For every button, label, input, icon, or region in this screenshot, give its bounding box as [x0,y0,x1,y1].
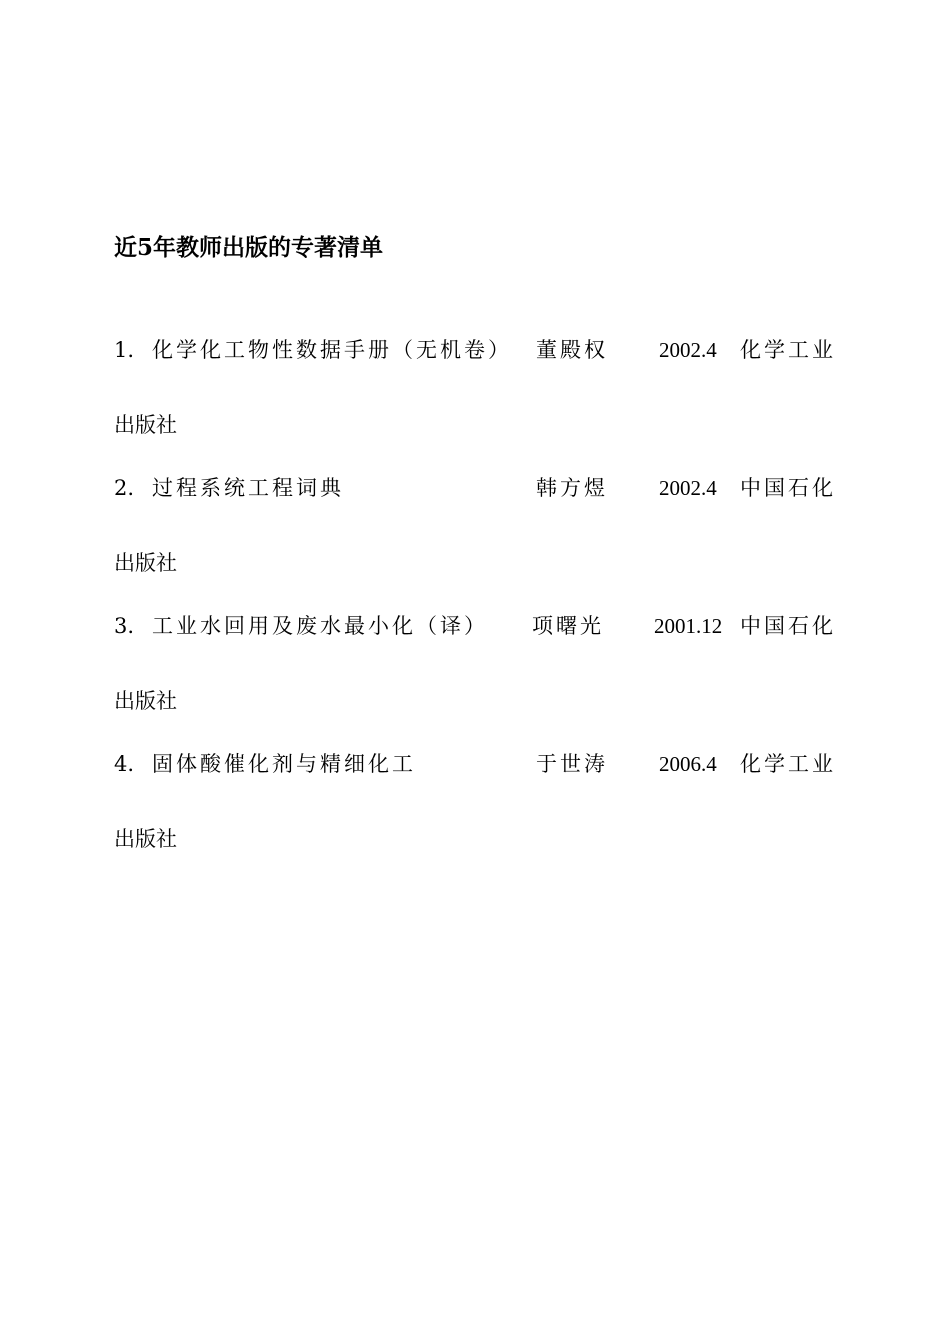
book-title: 化学化工物性数据手册（无机卷） [152,338,512,362]
entry-number: 1. [114,338,135,362]
list-item [114,334,836,366]
publication-date: 2001.12 [654,614,723,638]
book-author: 董殿权 [536,338,608,362]
publisher-end: 出版社 [114,413,177,437]
publisher-end: 出版社 [114,827,177,851]
publication-date: 2006.4 [659,752,717,776]
list-item [114,472,836,504]
book-title: 工业水回用及废水最小化（译） [152,614,488,638]
entry-number: 2. [114,476,135,500]
book-title: 过程系统工程词典 [152,476,344,500]
publisher-start: 化学工业 [740,752,836,776]
book-author: 项曙光 [532,614,604,638]
page-title: 近5年教师出版的专著清单 [114,234,384,261]
entry-number: 3. [114,614,135,638]
entry-number: 4. [114,752,135,776]
book-author: 韩方煜 [536,476,608,500]
book-title: 固体酸催化剂与精细化工 [152,752,416,776]
publisher-start: 中国石化 [740,614,836,638]
publication-date: 2002.4 [659,476,717,500]
book-author: 于世涛 [536,752,608,776]
publisher-end: 出版社 [114,689,177,713]
publisher-end: 出版社 [114,551,177,575]
list-item [114,748,836,780]
publisher-start: 化学工业 [740,338,836,362]
publication-date: 2002.4 [659,338,717,362]
list-item [114,610,836,642]
publisher-start: 中国石化 [740,476,836,500]
